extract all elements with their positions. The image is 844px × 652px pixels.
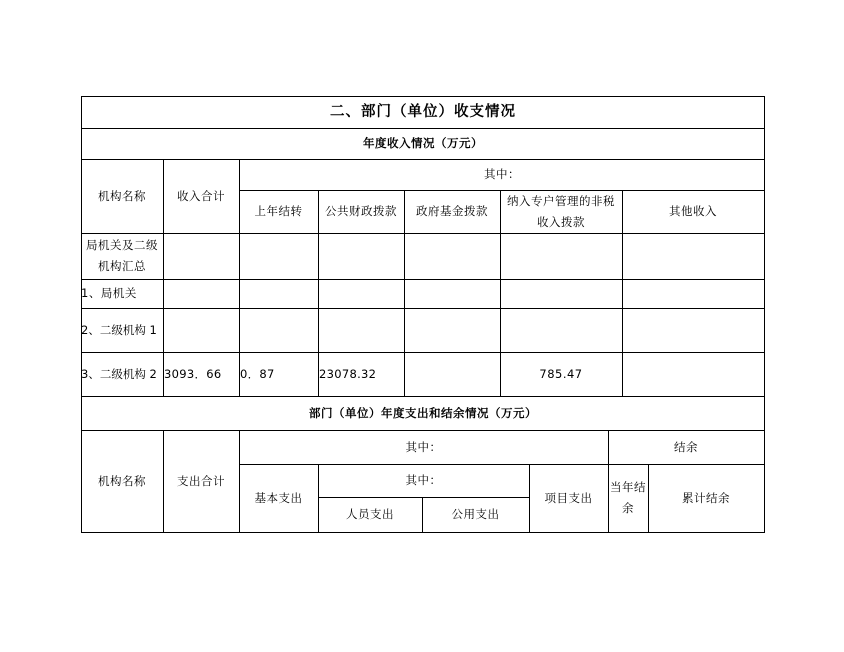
income-col-nontax-line1: 纳入专户管理的非税 xyxy=(507,193,615,208)
row-total-secondary-2: 3093．66 xyxy=(164,366,222,381)
expense-col-of-which-2: 其中： xyxy=(405,473,442,488)
expense-col-cumulative: 累计结余 xyxy=(682,490,730,505)
income-col-fund: 政府基金拨款 xyxy=(416,204,488,219)
row-fiscal-secondary-2: 23078.32 xyxy=(319,366,377,381)
expense-col-personnel: 人员支出 xyxy=(346,507,394,522)
row-nontax-secondary-2: 785.47 xyxy=(539,366,583,381)
row-org-secondary-2: 3、二级机构 2 xyxy=(81,366,157,381)
table-title: 二、部门（单位）收支情况 xyxy=(330,103,516,120)
income-col-nontax xyxy=(500,190,622,233)
income-col-nontax-line2: 收入拨款 xyxy=(537,214,585,229)
row-org-bureau: 1、局机关 xyxy=(81,286,137,301)
expense-col-current-balance xyxy=(608,464,648,532)
expense-subtitle: 部门（单位）年度支出和结余情况（万元） xyxy=(309,405,537,420)
row-org-summary-line1: 局机关及二级 xyxy=(86,238,158,253)
expense-col-project: 项目支出 xyxy=(544,490,593,505)
row-org-summary-line2: 机构汇总 xyxy=(98,259,146,273)
income-col-prev-carry: 上年结转 xyxy=(254,204,303,219)
income-subtitle: 年度收入情况（万元） xyxy=(363,136,483,151)
expense-col-current-line2: 余 xyxy=(622,501,634,515)
income-col-of-which: 其中： xyxy=(484,167,520,182)
income-col-total: 收入合计 xyxy=(177,188,225,203)
row-prev-secondary-2: 0．87 xyxy=(240,366,275,381)
row-org-secondary-1: 2、二级机构 1 xyxy=(81,322,157,337)
expense-col-public: 公用支出 xyxy=(451,507,500,522)
expense-col-basic: 基本支出 xyxy=(254,490,303,505)
expense-col-of-which: 其中： xyxy=(405,439,442,454)
expense-col-total: 支出合计 xyxy=(177,473,225,488)
expense-col-org: 机构名称 xyxy=(98,473,146,488)
expense-col-current-line1: 当年结 xyxy=(610,480,646,495)
expense-col-balance: 结余 xyxy=(674,439,698,454)
income-col-other: 其他收入 xyxy=(669,204,717,219)
income-col-org: 机构名称 xyxy=(98,188,146,203)
income-col-fiscal: 公共财政拨款 xyxy=(325,204,397,219)
row-org-summary xyxy=(81,233,163,279)
